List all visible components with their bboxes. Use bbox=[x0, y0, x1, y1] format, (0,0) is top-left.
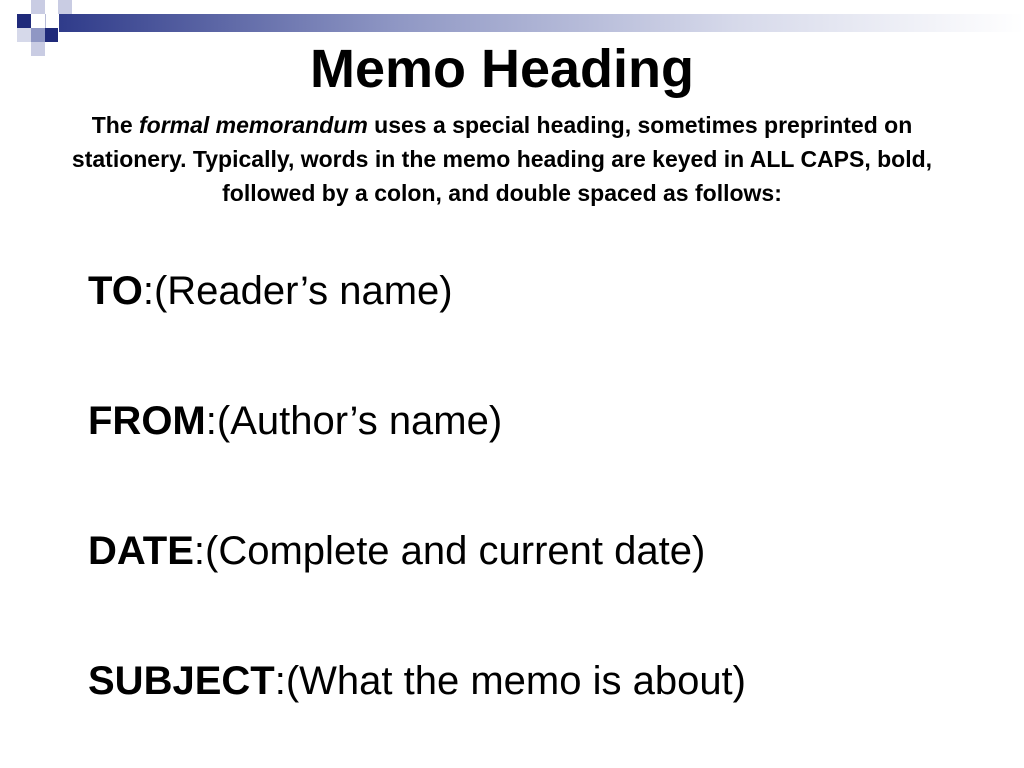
field-to bbox=[88, 262, 988, 320]
field-value: :(Reader’s name) bbox=[142, 269, 453, 313]
intro-emphasis: formal memorandum bbox=[139, 112, 368, 138]
slide-title: Memo Heading bbox=[309, 39, 695, 99]
field-label: DATE bbox=[88, 529, 194, 573]
field-subject bbox=[88, 652, 988, 710]
field-from bbox=[88, 392, 988, 450]
field-date bbox=[88, 522, 988, 580]
intro-paragraph bbox=[62, 108, 942, 210]
decorative-square bbox=[17, 14, 31, 28]
decorative-square bbox=[58, 0, 72, 14]
field-label: TO bbox=[88, 269, 143, 313]
decorative-gradient-bar bbox=[58, 14, 1024, 32]
field-value: :(Author’s name) bbox=[205, 399, 503, 443]
decorative-square bbox=[31, 0, 45, 14]
memo-heading-fields bbox=[88, 262, 988, 768]
field-label: FROM bbox=[88, 399, 206, 443]
field-value: :(What the memo is about) bbox=[274, 659, 746, 703]
field-value: :(Complete and current date) bbox=[193, 529, 706, 573]
intro-text-after: uses a special heading, sometimes preprinted on stationery. Typically, words in the memo heading are keyed in ALL CAPS, bold, followed by a colon, and double spaced as follows: bbox=[71, 112, 933, 206]
field-label: SUBJECT bbox=[88, 659, 275, 703]
intro-text-before: The bbox=[91, 112, 139, 138]
